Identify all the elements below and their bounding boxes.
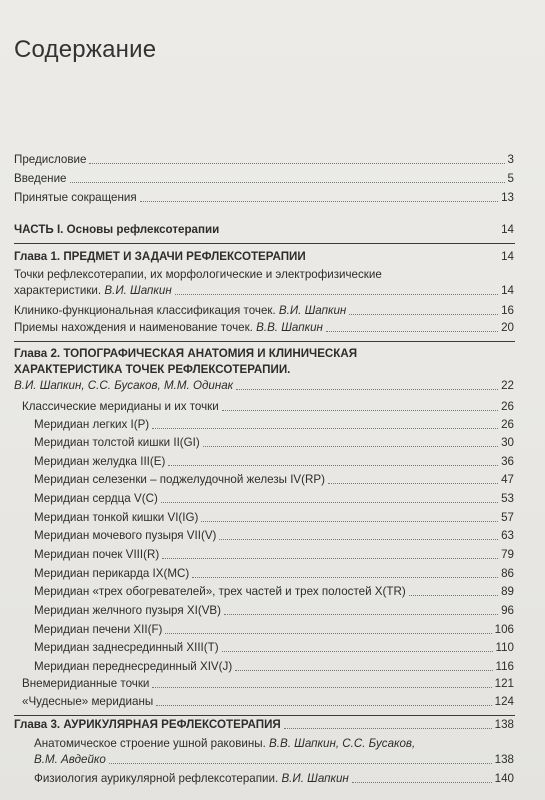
toc-entry-meridian[interactable] bbox=[34, 603, 514, 619]
toc-entry-meridian[interactable] bbox=[34, 622, 514, 638]
toc-entry-page: 5 bbox=[507, 172, 514, 185]
toc-entry-title: Меридиан толстой кишки II(GI) bbox=[34, 436, 200, 449]
toc-entry-title: Клинико-функциональная классификация точек. bbox=[14, 304, 276, 317]
toc-entry-page: 26 bbox=[501, 400, 514, 413]
dot-leader bbox=[175, 294, 498, 295]
toc-entry-title: Меридиан «трех обогревателей», трех частей и трех полостей X(TR) bbox=[34, 585, 406, 598]
toc-entry-author: В.И. Шапкин bbox=[281, 772, 349, 785]
toc-entry-page: 79 bbox=[501, 548, 514, 561]
toc-entry-page: 16 bbox=[501, 304, 514, 317]
dot-leader bbox=[161, 502, 498, 503]
toc-entry-title: Меридиан тонкой кишки VI(IG) bbox=[34, 511, 199, 524]
toc-entry-title: Меридиан селезенки – поджелудочной железы IV(RP) bbox=[34, 473, 325, 486]
toc-entry-title: Меридиан печени XII(F) bbox=[34, 623, 163, 636]
dot-leader bbox=[165, 633, 491, 634]
toc-entry-author: В.И. Шапкин, С.С. Бусаков, М.М. Одинак bbox=[14, 379, 234, 392]
dot-leader bbox=[222, 410, 498, 411]
toc-entry-author: В.И. Шапкин bbox=[104, 284, 172, 297]
toc-entry-page: 124 bbox=[494, 695, 514, 708]
dot-leader bbox=[192, 577, 498, 578]
toc-entry-meridian[interactable] bbox=[34, 659, 514, 675]
toc-entry-page: 138 bbox=[494, 718, 514, 731]
toc-entry-ear-physiology[interactable] bbox=[34, 771, 514, 787]
toc-part-1[interactable] bbox=[14, 222, 514, 238]
toc-entry-title: Меридиан желудка III(E) bbox=[34, 455, 166, 468]
toc-entry-page: 106 bbox=[494, 623, 514, 636]
toc-entry-title: Внемеридианные точки bbox=[22, 677, 150, 690]
toc-entry-page: 110 bbox=[495, 641, 514, 654]
dot-leader bbox=[152, 428, 498, 429]
toc-entry-meridian[interactable] bbox=[34, 454, 514, 470]
toc-entry-title: Классические меридианы и их точки bbox=[22, 400, 219, 413]
toc-entry-title-line: ХАРАКТЕРИСТИКА ТОЧЕК РЕФЛЕКСОТЕРАПИИ. bbox=[14, 363, 291, 376]
toc-entry-extra-meridian-points[interactable] bbox=[22, 676, 514, 692]
dot-leader bbox=[328, 483, 498, 484]
toc-entry-title-line: Точки рефлексотерапии, их морфологические и электрофизические bbox=[14, 268, 382, 281]
dot-leader bbox=[224, 614, 498, 615]
toc-entry-title-line: Глава 2. ТОПОГРАФИЧЕСКАЯ АНАТОМИЯ И КЛИНИЧЕСКАЯ bbox=[14, 347, 358, 360]
toc-entry-meridian[interactable] bbox=[34, 566, 514, 582]
toc-entry-preface[interactable] bbox=[14, 152, 514, 168]
toc-entry-author: В.М. Авдейко bbox=[34, 753, 106, 766]
toc-entry-title: Глава 1. ПРЕДМЕТ И ЗАДАЧИ РЕФЛЕКСОТЕРАПИИ bbox=[14, 250, 306, 263]
dot-leader bbox=[235, 670, 492, 671]
toc-entry-title: Меридиан почек VIII(R) bbox=[34, 548, 160, 561]
toc-entry-author: В.И. Шапкин bbox=[278, 304, 347, 317]
toc-entry-title: ЧАСТЬ I. Основы рефлексотерапии bbox=[14, 223, 220, 236]
toc-entry-page: 89 bbox=[501, 585, 514, 598]
toc-entry-meridian[interactable] bbox=[34, 528, 514, 544]
page-title: Содержание bbox=[14, 36, 157, 63]
toc-entry-page: 140 bbox=[494, 772, 514, 785]
toc-entry-author: В.В. Шапкин, С.С. Бусаков, bbox=[269, 737, 416, 750]
dot-leader bbox=[222, 651, 493, 652]
toc-chapter-2[interactable] bbox=[14, 346, 514, 394]
dot-leader bbox=[236, 389, 498, 390]
toc-entry-abbreviations[interactable] bbox=[14, 190, 514, 206]
toc-entry-page: 30 bbox=[501, 436, 514, 449]
dot-leader bbox=[349, 314, 498, 315]
toc-entry-page: 14 bbox=[501, 223, 514, 236]
toc-entry-classification[interactable] bbox=[14, 303, 514, 319]
toc-entry-title: Предисловие bbox=[14, 153, 87, 166]
toc-entry-meridian[interactable] bbox=[34, 491, 514, 507]
toc-entry-meridian[interactable] bbox=[34, 547, 514, 563]
toc-entry-page: 57 bbox=[501, 511, 514, 524]
toc-entry-page: 14 bbox=[501, 250, 514, 263]
toc-chapter-1[interactable] bbox=[14, 249, 514, 265]
divider bbox=[14, 341, 515, 342]
toc-entry-points[interactable] bbox=[14, 267, 514, 299]
dot-leader bbox=[409, 595, 498, 596]
toc-entry-title: Глава 3. АУРИКУЛЯРНАЯ РЕФЛЕКСОТЕРАПИЯ bbox=[14, 718, 281, 731]
dot-leader bbox=[140, 201, 498, 202]
toc-entry-page: 14 bbox=[501, 284, 514, 297]
toc-entry-page: 121 bbox=[494, 677, 514, 690]
dot-leader bbox=[152, 687, 491, 688]
toc-entry-methods[interactable] bbox=[14, 320, 514, 336]
toc-chapter-3[interactable] bbox=[14, 717, 514, 733]
toc-entry-meridian[interactable] bbox=[34, 640, 514, 656]
toc-entry-meridian[interactable] bbox=[34, 417, 514, 433]
dot-leader bbox=[219, 539, 498, 540]
dot-leader bbox=[162, 558, 498, 559]
dot-leader bbox=[352, 782, 492, 783]
dot-leader bbox=[89, 163, 504, 164]
dot-leader bbox=[109, 763, 492, 764]
toc-entry-author: В.В. Шапкин bbox=[256, 321, 323, 334]
toc-entry-page: 36 bbox=[501, 455, 514, 468]
dot-leader bbox=[156, 705, 491, 706]
toc-entry-title-line: Анатомическое строение ушной раковины. bbox=[34, 737, 266, 750]
toc-entry-title: Приемы нахождения и наименование точек. bbox=[14, 321, 253, 334]
toc-entry-page: 86 bbox=[501, 567, 514, 580]
toc-entry-page: 20 bbox=[501, 321, 514, 334]
toc-entry-title: Меридиан желчного пузыря XI(VB) bbox=[34, 604, 222, 617]
toc-entry-title: Меридиан перикарда IX(MC) bbox=[34, 567, 190, 580]
toc-entry-meridian[interactable] bbox=[34, 472, 514, 488]
divider bbox=[14, 243, 515, 244]
toc-entry-page: 53 bbox=[501, 492, 514, 505]
toc-entry-page: 13 bbox=[501, 191, 514, 204]
dot-leader bbox=[203, 446, 498, 447]
toc-entry-page: 63 bbox=[501, 529, 514, 542]
dot-leader bbox=[168, 465, 498, 466]
toc-entry-page: 47 bbox=[501, 473, 514, 486]
toc-entry-page: 3 bbox=[507, 153, 514, 166]
divider bbox=[14, 715, 515, 716]
dot-leader bbox=[70, 182, 505, 183]
toc-entry-meridian[interactable] bbox=[34, 584, 514, 600]
toc-entry-title: Меридиан сердца V(C) bbox=[34, 492, 158, 505]
toc-entry-ear-anatomy[interactable] bbox=[34, 736, 514, 768]
toc-entry-page: 138 bbox=[494, 753, 514, 766]
toc-entry-title: Меридиан легких I(P) bbox=[34, 418, 150, 431]
dot-leader bbox=[201, 521, 498, 522]
toc-entry-page: 116 bbox=[495, 660, 514, 673]
toc-entry-page: 26 bbox=[501, 418, 514, 431]
toc-entry-page: 96 bbox=[501, 604, 514, 617]
toc-entry-title: Меридиан заднесрединный XIII(T) bbox=[34, 641, 219, 654]
toc-entry-meridian[interactable] bbox=[34, 435, 514, 451]
toc-entry-title: «Чудесные» меридианы bbox=[22, 695, 154, 708]
toc-entry-title: Меридиан мочевого пузыря VII(V) bbox=[34, 529, 217, 542]
toc-entry-title: Принятые сокращения bbox=[14, 191, 137, 204]
toc-entry-introduction[interactable] bbox=[14, 171, 514, 187]
toc-entry-page: 22 bbox=[501, 379, 514, 392]
dot-leader bbox=[326, 331, 498, 332]
toc-entry-title: Физиология аурикулярной рефлексотерапии. bbox=[34, 772, 279, 785]
dot-leader bbox=[284, 728, 492, 729]
toc-entry-wonderful-meridians[interactable] bbox=[22, 694, 514, 710]
toc-entry-title: характеристики. bbox=[14, 284, 102, 297]
toc-entry-title: Меридиан переднесрединный XIV(J) bbox=[34, 660, 233, 673]
toc-entry-title: Введение bbox=[14, 172, 67, 185]
toc-entry-meridian[interactable] bbox=[34, 510, 514, 526]
toc-entry-classic-meridians[interactable] bbox=[22, 399, 514, 415]
